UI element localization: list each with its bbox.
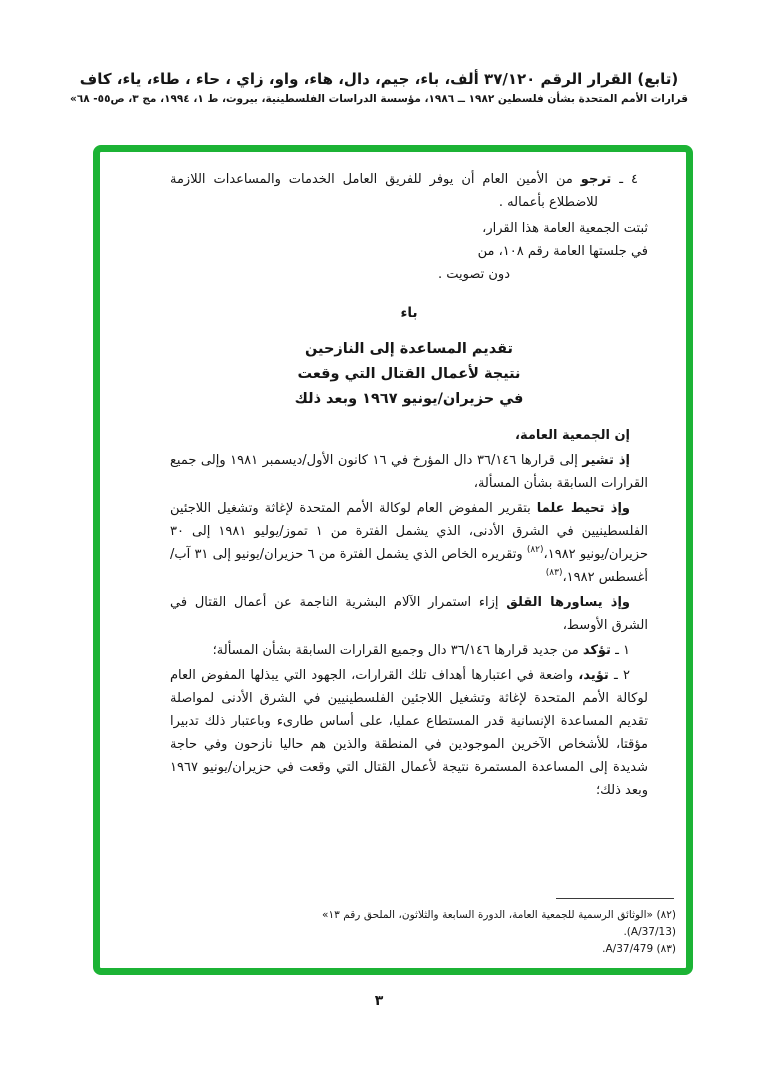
header-resolution-line: (تابع) القرار الرقم ٣٧/١٢٠ ألف، باء، جيم، دال، هاء، واو، زاي ، حاء ، طاء، ياء، كاف	[79, 70, 679, 88]
operative-1-text: من جديد قرارها ٣٦/١٤٦ دال وجميع القرارات السابقة بشأن المسألة؛	[212, 643, 583, 658]
resolution-body	[170, 168, 648, 804]
operative-1-lead: تؤكد	[582, 643, 611, 658]
clause-4-number: ٤ ـ	[611, 172, 638, 187]
footnote-separator	[556, 898, 674, 899]
footnote-82-text: «الوثائق الرسمية للجمعية العامة، الدورة السابعة والثلاثون، الملحق رقم ١٣» (A/37/13).	[322, 909, 676, 938]
footnote-82-marker: (٨٢)	[656, 909, 676, 921]
page-number: ٣	[374, 993, 384, 1009]
section-letter-heading: باء	[400, 305, 418, 321]
adoption-line-1: ثبتت الجمعية العامة هذا القرار،	[482, 221, 648, 236]
footnote-83-marker: (٨٣)	[656, 943, 676, 955]
operative-1-number: ١ ـ	[610, 643, 630, 658]
content-frame	[93, 145, 693, 975]
clause-4	[170, 168, 648, 214]
recital-2-text-2: وتقريره الخاص الذي يشمل الفترة من ٦ حزيران/يونيو إلى ٣١ آب/أغسطس ١٩٨٢،	[170, 547, 648, 585]
operative-2-number: ٢ ـ	[608, 668, 631, 683]
operative-2-text: واضعة في اعتبارها أهداف تلك القرارات، الجهود التي يبذلها المفوض العام لوكالة الأمم المتحدة لإغاثة وتشغيل اللاجئين الفلسطينيين في الشرق الأدنى لمواصلة تقديم المساعدة الإنسانية قدر المستطاع عمليا، على أساس طارىء وباعتبار ذلك تدبيرا مؤقتا، للأشخاص الآخرين الموجودين في المنطقة والذين هم حاليا نازحون وفي حاجة شديدة إلى المساعدة المستمرة نتيجة لأعمال القتال التي وقعت في حزيران/يونيو ١٩٦٧ وبعد ذلك؛	[170, 668, 648, 798]
adoption-note	[170, 217, 648, 286]
recital-1-lead: إذ تشير	[582, 453, 630, 468]
preamble-recital-2	[170, 497, 648, 589]
preamble-recital-3	[170, 591, 648, 637]
title-line-1: تقديم المساعدة إلى النازحين	[304, 341, 514, 357]
footnote-83-text: A/37/479.	[602, 943, 654, 955]
title-line-3: في حزيران/يونيو ١٩٦٧ وبعد ذلك	[294, 391, 524, 407]
operative-clause-2	[170, 664, 648, 802]
preamble-recital-1	[170, 449, 648, 495]
footnote-83	[322, 941, 676, 958]
footnotes-section	[322, 898, 676, 958]
clause-4-lead: ترجو	[580, 172, 612, 187]
operative-clause-1	[170, 639, 648, 662]
recital-2-text-1: بتقرير المفوض العام لوكالة الأمم المتحدة لإغاثة وتشغيل اللاجئين الفلسطينيين في الشرق الأدنى، الذي يشمل الفترة من ١ تموز/يوليو ١٩٨١ إلى ٣٠ حزيران/يونيو ١٩٨٢،	[170, 501, 648, 562]
footnote-82	[322, 907, 676, 941]
operative-2-lead: تؤيد،	[578, 668, 609, 683]
adoption-line-2: في جلستها العامة رقم ١٠٨، من	[477, 244, 648, 259]
preamble-intro: إن الجمعية العامة،	[515, 428, 630, 443]
header-source-line: قرارات الأمم المتحدة بشأن فلسطين ١٩٨٢ ــ ١٩٨٦، مؤسسة الدراسات الفلسطينية، بيروت، ط ١، ١٩٩٤، مج ٣، ص٥٥- ٦٨»	[70, 93, 688, 105]
recital-3-lead: وإذ يساورها القلق	[506, 595, 630, 610]
recital-3-text: إزاء استمرار الآلام البشرية الناجمة عن أعمال القتال في الشرق الأوسط،	[170, 595, 648, 633]
footnote-ref-83: (٨٣)	[545, 568, 563, 578]
adoption-line-3: دون تصويت .	[437, 267, 510, 282]
recital-1-text: إلى قرارها ٣٦/١٤٦ دال المؤرخ في ١٦ كانون الأول/ديسمبر ١٩٨١ وإلى جميع القرارات السابقة بشأن المسألة،	[170, 453, 648, 491]
footnote-ref-82: (٨٢)	[526, 545, 544, 555]
page-header	[0, 70, 758, 105]
resolution-title	[170, 337, 648, 412]
title-line-2: نتيجة لأعمال القتال التي وقعت	[297, 366, 521, 382]
clause-4-text: من الأمين العام أن يوفر للفريق العامل الخدمات والمساعدات اللازمة للاضطلاع بأعماله .	[170, 172, 598, 210]
recital-2-lead: وإذ تحيط علما	[536, 501, 630, 516]
